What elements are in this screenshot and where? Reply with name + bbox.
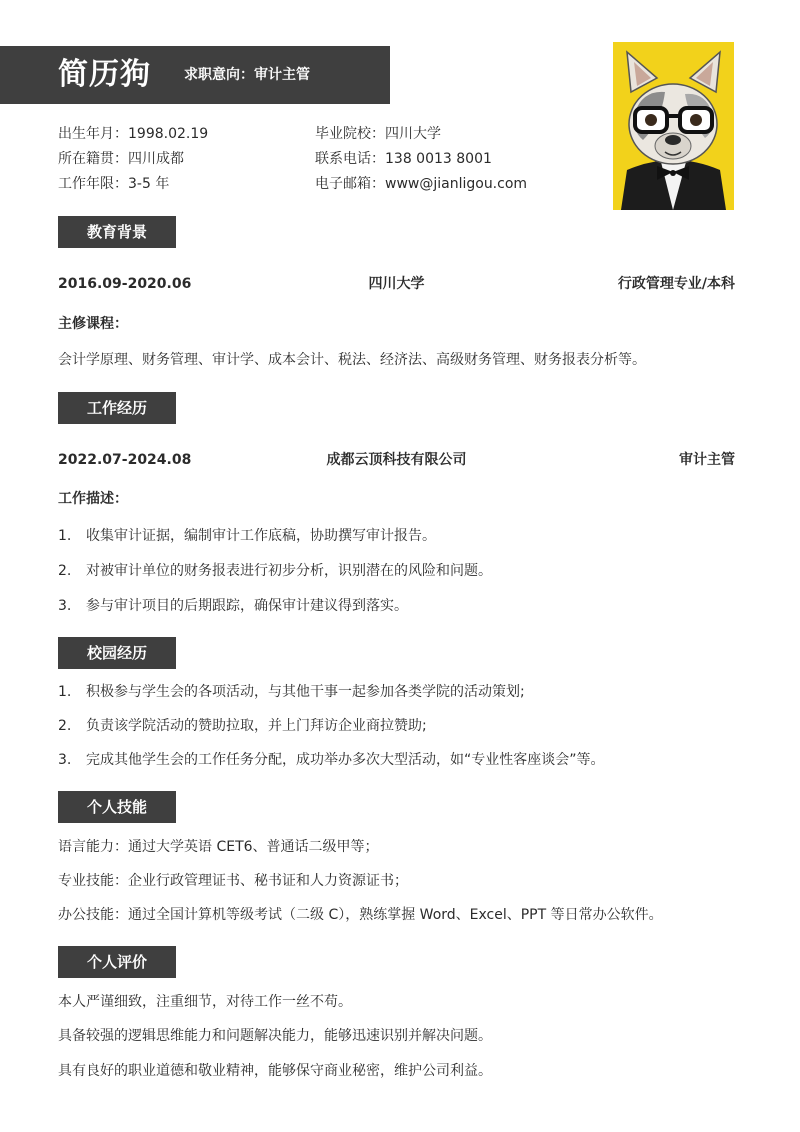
job-intent: 求职意向：审计主管 — [184, 67, 310, 83]
list-item — [58, 716, 427, 736]
info-email: 电子邮箱：www@jianligou.com — [315, 176, 528, 192]
dog-avatar-icon — [613, 42, 734, 210]
list-text: 收集审计证据，编制审计工作底稿，协助撰写审计报告。 — [86, 528, 436, 544]
work-position: 审计主管 — [679, 452, 735, 468]
list-text: 完成其他学生会的工作任务分配，成功举办多次大型活动，如“专业性客座谈会”等。 — [86, 752, 605, 768]
work-row — [58, 450, 735, 470]
course-label: 主修课程： — [58, 316, 128, 332]
info-years: 工作年限：3-5 年 — [58, 176, 170, 192]
section-work-title: 工作经历 — [58, 392, 176, 424]
list-item — [58, 682, 525, 702]
list-text: 积极参与学生会的各项活动，与其他干事一起参加各类学院的活动策划; — [86, 684, 525, 700]
list-item — [58, 750, 605, 770]
list-text: 负责该学院活动的赞助拉取，并上门拜访企业商拉赞助; — [86, 718, 427, 734]
skill-professional: 专业技能：企业行政管理证书、秘书证和人力资源证书； — [58, 873, 408, 889]
list-item — [58, 596, 408, 616]
evaluation-line: 具备较强的逻辑思维能力和问题解决能力，能够迅速识别并解决问题。 — [58, 1028, 492, 1044]
list-number: 1. — [58, 684, 72, 700]
education-school: 四川大学 — [368, 276, 425, 292]
list-number: 2. — [58, 563, 72, 579]
skill-language: 语言能力：通过大学英语 CET6、普通话二级甲等； — [58, 839, 379, 855]
list-text: 对被审计单位的财务报表进行初步分析，识别潜在的风险和问题。 — [86, 563, 492, 579]
info-school: 毕业院校：四川大学 — [315, 126, 441, 142]
skill-office: 办公技能：通过全国计算机等级考试（二级 C），熟练掌握 Word、Excel、PPT 等日常办公软件。 — [58, 907, 663, 923]
section-campus-title: 校园经历 — [58, 637, 176, 669]
info-phone: 联系电话：138 0013 8001 — [315, 151, 492, 167]
work-desc-label: 工作描述： — [58, 491, 128, 507]
list-text: 参与审计项目的后期跟踪，确保审计建议得到落实。 — [86, 598, 408, 614]
list-number: 3. — [58, 598, 72, 614]
education-row — [58, 274, 735, 294]
list-number: 2. — [58, 718, 72, 734]
section-education-title: 教育背景 — [58, 216, 176, 248]
education-major: 行政管理专业/本科 — [617, 276, 735, 292]
section-skills-title: 个人技能 — [58, 791, 176, 823]
list-item — [58, 526, 436, 546]
work-company: 成都云顶科技有限公司 — [326, 452, 467, 468]
course-list: 会计学原理、财务管理、审计学、成本会计、税法、经济法、高级财务管理、财务报表分析等。 — [58, 352, 646, 368]
education-date: 2016.09-2020.06 — [58, 276, 192, 292]
info-birth: 出生年月：1998.02.19 — [58, 126, 209, 142]
list-number: 3. — [58, 752, 72, 768]
candidate-name: 简历狗 — [58, 57, 151, 92]
profile-photo — [613, 42, 734, 210]
list-number: 1. — [58, 528, 72, 544]
evaluation-line: 具有良好的职业道德和敬业精神，能够保守商业秘密，维护公司利益。 — [58, 1063, 492, 1079]
list-item — [58, 561, 492, 581]
section-evaluation-title: 个人评价 — [58, 946, 176, 978]
info-origin: 所在籍贯：四川成都 — [58, 151, 184, 167]
work-date: 2022.07-2024.08 — [58, 452, 192, 468]
evaluation-line: 本人严谨细致，注重细节，对待工作一丝不苟。 — [58, 994, 352, 1010]
